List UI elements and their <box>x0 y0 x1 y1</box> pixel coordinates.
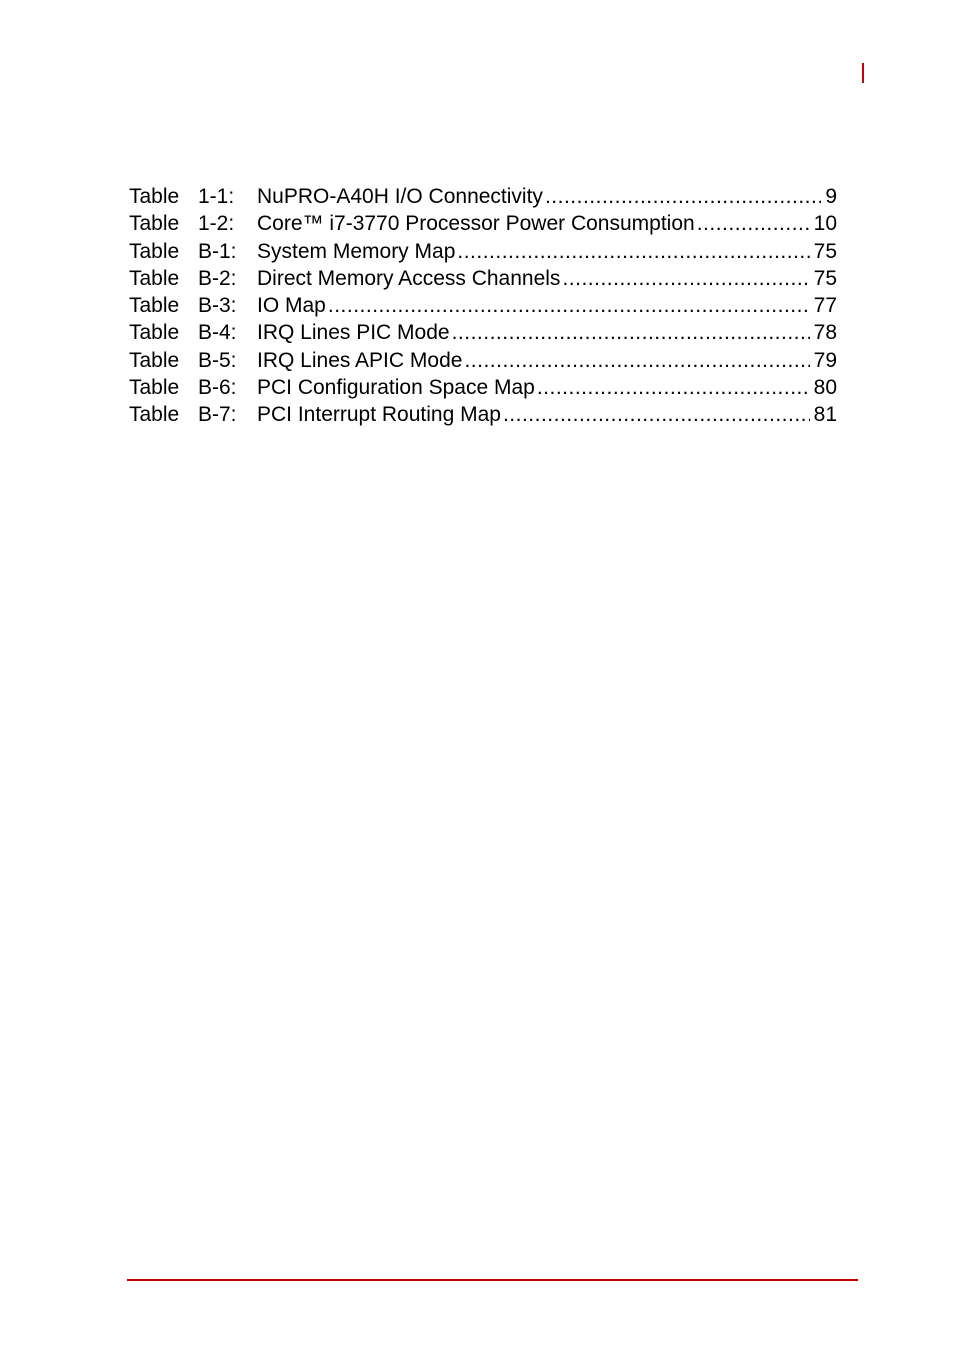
toc-entry-number: B-2: <box>198 266 237 290</box>
toc-dot-leader <box>457 238 809 265</box>
toc-entry[interactable] <box>129 183 837 210</box>
toc-entry-title: IO Map <box>257 294 326 318</box>
toc-dot-leader <box>562 265 809 292</box>
toc-entry-title: System Memory Map <box>257 239 456 263</box>
toc-entry[interactable] <box>129 292 837 319</box>
toc-entry-page: 81 <box>813 403 837 427</box>
toc-entry-number: B-4: <box>198 321 237 345</box>
toc-entry-number: B-7: <box>198 403 237 427</box>
toc-entry[interactable] <box>129 374 837 401</box>
toc-entry-page: 77 <box>813 294 837 318</box>
toc-entry-label: Table <box>129 239 180 263</box>
toc-entry-label: Table <box>129 321 180 345</box>
toc-dot-leader <box>328 292 810 319</box>
toc-entry-title: PCI Configuration Space Map <box>257 376 535 400</box>
toc-entry-label: Table <box>129 376 180 400</box>
toc-entry-title: Direct Memory Access Channels <box>257 266 561 290</box>
toc-entry[interactable] <box>129 238 837 265</box>
toc-entry-number: B-3: <box>198 294 237 318</box>
toc-entry-title: IRQ Lines APIC Mode <box>257 348 463 372</box>
toc-dot-leader <box>537 374 810 401</box>
toc-entry-title: NuPRO-A40H I/O Connectivity <box>257 185 543 208</box>
toc-dot-leader <box>452 319 810 346</box>
toc-entry-page: 79 <box>813 348 837 372</box>
toc-entry-label: Table <box>129 185 180 208</box>
toc-entry[interactable] <box>129 319 837 346</box>
toc-entry-title: PCI Interrupt Routing Map <box>257 403 501 427</box>
toc-entry[interactable] <box>129 210 837 237</box>
toc-entry-page: 9 <box>825 185 837 208</box>
toc-entry-number: 1-1: <box>198 185 235 208</box>
toc-dot-leader <box>545 183 821 210</box>
toc-entry-page: 78 <box>813 321 837 345</box>
toc-entry-page: 75 <box>813 266 837 290</box>
toc-entry-number: B-6: <box>198 376 237 400</box>
toc-dot-leader <box>697 210 810 237</box>
toc-entry[interactable] <box>129 347 837 374</box>
toc-entry-label: Table <box>129 294 180 318</box>
list-of-tables <box>129 183 837 429</box>
toc-entry-page: 75 <box>813 239 837 263</box>
toc-entry-label: Table <box>129 348 180 372</box>
toc-dot-leader <box>464 347 809 374</box>
toc-entry-number: 1-2: <box>198 212 235 236</box>
toc-entry-number: B-1: <box>198 239 237 263</box>
footer-rule <box>127 1279 858 1281</box>
toc-entry[interactable] <box>129 265 837 292</box>
toc-entry[interactable] <box>129 401 837 428</box>
toc-entry-label: Table <box>129 403 180 427</box>
toc-entry-label: Table <box>129 212 180 236</box>
toc-entry-number: B-5: <box>198 348 237 372</box>
toc-entry-page: 80 <box>813 376 837 400</box>
toc-entry-label: Table <box>129 266 180 290</box>
toc-entry-title: IRQ Lines PIC Mode <box>257 321 450 345</box>
toc-entry-title: Core™ i7-3770 Processor Power Consumption <box>257 212 695 236</box>
toc-entry-page: 10 <box>813 212 837 236</box>
toc-dot-leader <box>503 401 810 428</box>
header-marker-bar <box>862 63 864 83</box>
